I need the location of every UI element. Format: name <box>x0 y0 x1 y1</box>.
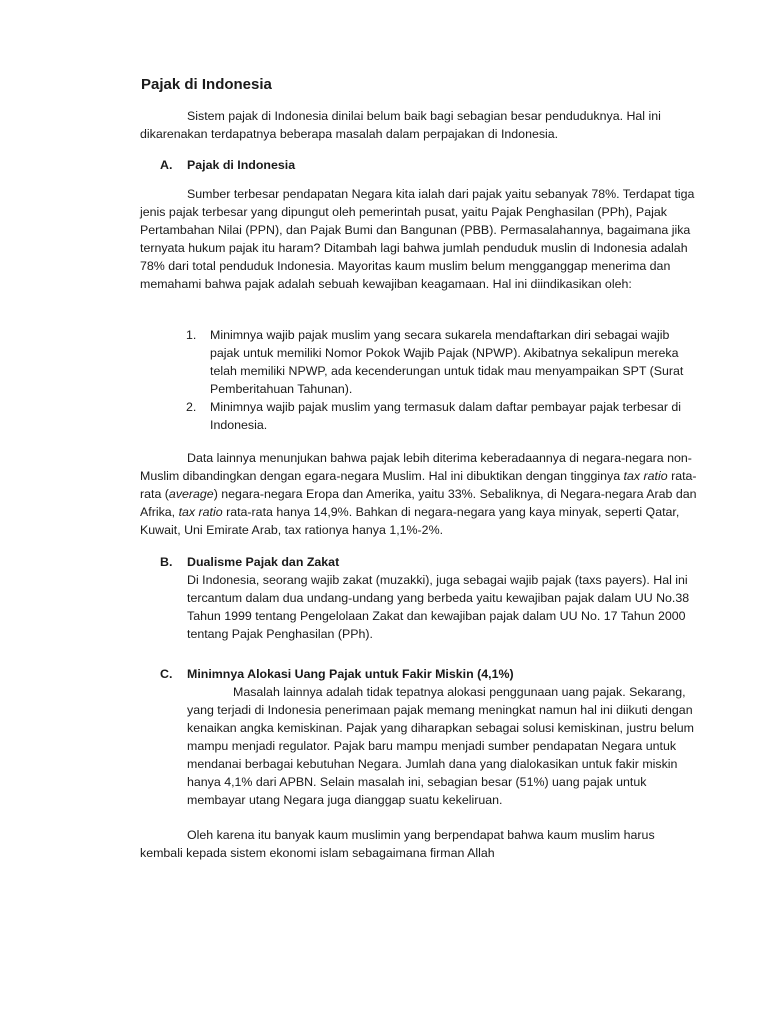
tax-ratio-paragraph <box>140 449 700 539</box>
italic-term: tax ratio <box>623 469 668 483</box>
section-b-heading <box>160 553 339 571</box>
list-item-text: Minimnya wajib pajak muslim yang termasuk dalam daftar pembayar pajak terbesar di Indonesia. <box>210 400 682 432</box>
section-c-title: Minimnya Alokasi Uang Pajak untuk Fakir Miskin (4,1%) <box>187 667 514 681</box>
list-item-number: 1. <box>186 328 197 342</box>
section-b-title: Dualisme Pajak dan Zakat <box>187 555 340 569</box>
section-c-heading <box>160 665 514 683</box>
section-b-paragraph: Di Indonesia, seorang wajib zakat (muzakki), juga sebagai wajib pajak (taxs payers). Hal ini tercantum dalam dua undang-undang yang berbeda yaitu kewajiban pajak dalam UU No.38 Tahun 1999 tentang Pengelolaan Zakat dan kewajiban pajak dalam UU No. 17 Tahun 2000 tentang Pajak Penghasilan (PPh). <box>187 573 690 641</box>
section-c-letter: C. <box>160 667 173 681</box>
page-title: Pajak di Indonesia <box>141 76 272 93</box>
italic-term: average <box>168 487 214 501</box>
text-run: ) negara-negara Eropa dan Amerika, yaitu 33%. Sebaliknya, di Negara-negara Arab dan Afrika, <box>140 487 697 519</box>
list-item-number: 2. <box>186 400 197 414</box>
section-a-title: Pajak di Indonesia <box>187 158 296 172</box>
list-item <box>186 326 701 398</box>
italic-term: tax ratio <box>178 505 223 519</box>
text-run: rata-rata hanya 14,9%. Bahkan di negara-negara yang kaya minyak, seperti Qatar, Kuwait, Uni Emirate Arab, tax rationya hanya 1,1%-2%. <box>140 505 680 537</box>
list-item-text: Minimnya wajib pajak muslim yang secara sukarela mendaftarkan diri sebagai wajib pajak untuk memiliki Nomor Pokok Wajib Pajak (NPWP). Akibatnya sekalipun mereka telah memiliki NPWP, ada kecenderungan untuk tidak mau menyampaikan SPT (Surat Pemberitahuan Tahunan). <box>210 328 684 396</box>
intro-paragraph: Sistem pajak di Indonesia dinilai belum baik bagi sebagian besar penduduknya. Hal ini dikarenakan terdapatnya beberapa masalah dalam perpajakan di Indonesia. <box>140 109 661 141</box>
section-b-letter: B. <box>160 555 173 569</box>
section-a-heading <box>160 156 295 174</box>
closing-paragraph: Oleh karena itu banyak kaum muslimin yang berpendapat bahwa kaum muslim harus kembali kepada sistem ekonomi islam sebagaimana firman Allah <box>140 828 655 860</box>
list-item <box>186 398 701 434</box>
text-run: rata-rata ( <box>140 469 697 501</box>
section-c-paragraph: Masalah lainnya adalah tidak tepatnya alokasi penggunaan uang pajak. Sekarang, yang terjadi di Indonesia penerimaan pajak memang meningkat namun hal ini diikuti dengan kenaikan angka kemiskinan. Pajak yang diharapkan sebagai solusi kemiskinan, justru belum mampu menjadi regulator. Pajak baru mampu menjadi sumber pendapatan Negara untuk mendanai berbagai kebutuhan Negara. Jumlah dana yang dialokasikan untuk fakir miskin hanya 4,1% dari APBN. Selain masalah ini, sebagian besar (51%) uang pajak untuk membayar utang Negara juga dianggap suatu kekeliruan. <box>187 685 694 807</box>
section-a-paragraph: Sumber terbesar pendapatan Negara kita ialah dari pajak yaitu sebanyak 78%. Terdapat tiga jenis pajak terbesar yang dipungut oleh pemerintah pusat, yaitu Pajak Penghasilan (PPh), Pajak Pertambahan Nilai (PPN), dan Pajak Bumi dan Bangunan (PBB). Permasalahannya, bagaimana jika ternyata hukum pajak itu haram? Ditambah lagi bahwa jumlah penduduk muslin di Indonesia adalah 78% dari total penduduk Indonesia. Mayoritas kaum muslim belum mengganggap menerima dan memahami bahwa pajak adalah sebuah kewajiban keagamaan. Hal ini diindikasikan oleh: <box>140 187 695 291</box>
section-a-list <box>186 326 701 434</box>
section-a-letter: A. <box>160 158 173 172</box>
text-run: Data lainnya menunjukan bahwa pajak lebih diterima keberadaannya di negara-negara non-Muslim dibandingkan dengan egara-negara Muslim. Hal ini dibuktikan dengan tingginya <box>140 451 692 483</box>
